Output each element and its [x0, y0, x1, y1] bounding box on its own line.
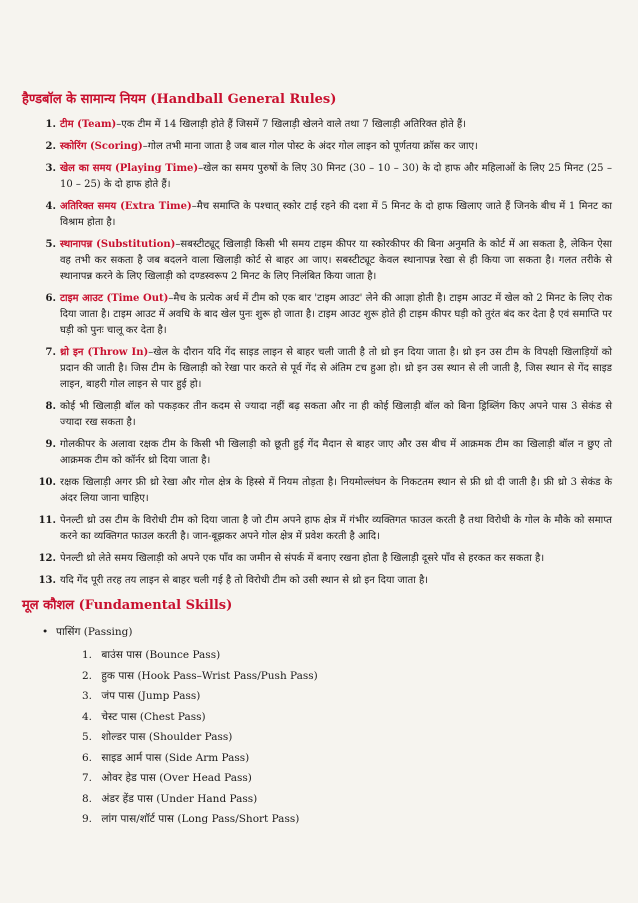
- pass-label: लांग पास/शॉर्ट पास (Long Pass/Short Pass): [101, 813, 300, 825]
- passing-label: पासिंग (Passing): [56, 626, 133, 638]
- rule-number: 1.: [45, 119, 56, 130]
- pass-label: साइड आर्म पास (Side Arm Pass): [101, 751, 250, 764]
- pass-label: जंप पास (Jump Pass): [101, 690, 201, 702]
- rules-heading: हैण्डबॉल के सामान्य नियम (Handball General Rules): [22, 92, 337, 107]
- pass-item: [82, 727, 612, 748]
- rule-item: [36, 573, 612, 589]
- pass-item: [82, 645, 612, 666]
- rule-item: [36, 237, 612, 285]
- rule-text: पेनल्टी थ्रो उस टीम के विरोधी टीम को दिया जाता है जो टीम अपने हाफ क्षेत्र में गंभीर व्यक्तिगत फाउल करती है तथा विरोधी के गोल के मौके को समाप्त करने का व्यक्तिगत फाउल करती है। जान-बूझकर अपने गोल क्षेत्र में प्रवेश करती है आदि।: [60, 515, 612, 542]
- rule-number: 8.: [45, 401, 56, 412]
- rule-term: अतिरिक्त समय (Extra Time): [60, 201, 192, 212]
- pass-label: चेस्ट पास (Chest Pass): [101, 710, 206, 723]
- pass-label: अंडर हेंड पास (Under Hand Pass): [101, 792, 258, 805]
- rule-number: 7.: [45, 347, 56, 358]
- rule-term: खेल का समय (Playing Time): [60, 163, 199, 174]
- pass-item: [82, 768, 612, 789]
- rule-item: [36, 345, 612, 393]
- pass-number: 9.: [82, 813, 93, 825]
- rule-text: –एक टीम में 14 खिलाड़ी होते हैं जिसमें 7 खिलाड़ी खेलने वाले तथा 7 खिलाड़ी अतिरिक्त होते हैं।: [116, 119, 466, 130]
- rule-number: 12.: [38, 553, 56, 564]
- pass-number: 3.: [82, 690, 93, 702]
- rule-term: स्थानापन्न (Substitution): [60, 239, 176, 250]
- pass-item: [82, 707, 612, 728]
- pass-number: 5.: [82, 731, 93, 743]
- pass-number: 6.: [82, 751, 93, 764]
- rule-number: 10.: [38, 477, 56, 488]
- pass-number: 4.: [82, 710, 93, 723]
- rule-item: [36, 437, 612, 469]
- rule-text: –खेल के दौरान यदि गेंद साइड लाइन से बाहर चली जाती है तो थ्रो इन दिया जाता है। थ्रो इन उस टीम के विपक्षी खिलाड़ियों को प्रदान की जाती है। जिस टीम के खिलाड़ी को रेखा पार करते से पूर्व गेंद से अंतिम टच हुआ हो। थ्रो इन उस स्थान से ली जाती है, जिस स्थान से गेंद साइड लाइन, बाहरी गोल लाइन से पार हुई हो।: [60, 347, 612, 390]
- rule-text: –खेल का समय पुरुषों के लिए 30 मिनट (30 – 10 – 30) के दो हाफ और महिलाओं के लिए 25 मिनट (25 – 10 – 25) के दो हाफ होते हैं।: [60, 163, 612, 190]
- pass-label: बाउंस पास (Bounce Pass): [101, 649, 221, 661]
- pass-number: 1.: [82, 649, 93, 661]
- rule-item: [36, 475, 612, 507]
- pass-label: ओवर हेड पास (Over Head Pass): [101, 772, 252, 784]
- rule-item: [36, 117, 612, 133]
- rule-number: 3.: [45, 163, 56, 174]
- pass-label: हुक पास (Hook Pass–Wrist Pass/Push Pass): [101, 669, 318, 682]
- pass-item: [82, 666, 612, 687]
- rule-item: [36, 161, 612, 193]
- rule-number: 4.: [45, 201, 56, 212]
- rule-text: –मैच समाप्ति के पश्चात् स्कोर टाई रहने की दशा में 5 मिनट के दो हाफ खिलाए जाते हैं जिनके बीच में 1 मिनट का विश्राम होता है।: [60, 201, 612, 228]
- rule-item: [36, 399, 612, 431]
- rule-number: 5.: [45, 239, 56, 250]
- rule-item: [36, 291, 612, 339]
- pass-list: [22, 645, 612, 830]
- rule-number: 6.: [45, 293, 56, 304]
- pass-number: 8.: [82, 792, 93, 805]
- rule-item: [36, 139, 612, 155]
- rule-term: टीम (Team): [60, 119, 117, 130]
- pass-item: [82, 789, 612, 810]
- rule-text: –मैच के प्रत्येक अर्ध में टीम को एक बार 'टाइम आउट' लेने की आज्ञा होती है। टाइम आउट में खेल को 2 मिनट के लिए रोक दिया जाता है। टाइम आउट में अवधि के बाद खेल पुनः शुरू हो जाता है। टाइम आउट शुरू होते ही टाइम कीपर घड़ी को तुरंत बंद कर देता है एवं समाप्ति पर घड़ी को पुनः चालू कर देता है।: [60, 293, 612, 336]
- skills-heading: मूल कौशल (Fundamental Skills): [22, 598, 233, 613]
- pass-item: [82, 809, 612, 830]
- pass-item: [82, 748, 612, 769]
- rule-number: 2.: [45, 141, 56, 152]
- rule-number: 13.: [38, 575, 56, 586]
- rule-text: कोई भी खिलाड़ी बॉल को पकड़कर तीन कदम से ज्यादा नहीं बढ़ सकता और ना ही कोई खिलाड़ी बॉल को बिना ड्रिब्लिंग किए अपने पास 3 सेकंड से ज्यादा रख सकता है।: [60, 401, 612, 428]
- rule-text: –गोल तभी माना जाता है जब बाल गोल पोस्ट के अंदर गोल लाइन को पूर्णतया क्रॉस कर जाए।: [142, 141, 478, 152]
- rule-item: [36, 551, 612, 567]
- rule-term: टाइम आउट (Time Out): [60, 293, 169, 304]
- rule-text: रक्षक खिलाड़ी अगर फ्री थ्रो रेखा और गोल क्षेत्र के हिस्से में नियम तोड़ता है। नियमोल्लंघन के निकटतम स्थान से फ्री थ्रो दी जाती है। फ्री थ्रो 3 सेकंड के अंदर लिया जाना चाहिए।: [60, 477, 612, 504]
- rules-list: [22, 117, 612, 589]
- pass-number: 2.: [82, 669, 93, 682]
- pass-item: [82, 686, 612, 707]
- rule-number: 9.: [45, 439, 56, 450]
- rule-text: –सबस्टीट्यूट् खिलाड़ी किसी भी समय टाइम कीपर या स्कोरकीपर की बिना अनुमति के कोर्ट में आ सकता है, लेकिन ऐसा वह तभी कर सकता है जब बदलने वाला खिलाड़ी कोर्ट से बाहर आ जाए। सबस्टीट्यूट केवल स्थानापन्न रेखा से ही किया जा सकता है। गलत तरीके से स्थानापन्न करने के लिए खिलाड़ी को दण्डस्वरूप 2 मिनट के लिए निलंबित किया जाता है।: [60, 239, 613, 282]
- rule-text: यदि गेंद पूरी तरह तय लाइन से बाहर चली गई है तो विरोधी टीम को उसी स्थान से थ्रो इन दिया जाता है।: [60, 575, 429, 586]
- rule-text: गोलकीपर के अलावा रक्षक टीम के किसी भी खिलाड़ी को छूती हुई गेंद मैदान से बाहर जाए और उस बीच में आक्रमक टीम का खिलाड़ी बॉल न छुए तो आक्रमक टीम को कॉर्नर थ्रो दिया जाता है।: [60, 439, 612, 466]
- rule-term: स्कोरिंग (Scoring): [60, 141, 143, 152]
- rule-item: [36, 199, 612, 231]
- pass-label: शोल्डर पास (Shoulder Pass): [101, 731, 233, 743]
- rule-number: 11.: [38, 515, 56, 526]
- passing-bullet: [42, 623, 612, 641]
- rule-item: [36, 513, 612, 545]
- bullet-icon: •: [42, 626, 49, 638]
- rule-term: थ्रो इन (Throw In): [60, 347, 149, 358]
- pass-number: 7.: [82, 772, 93, 784]
- rule-text: पेनल्टी थ्रो लेते समय खिलाड़ी को अपने एक पाँव का जमीन से संपर्क में बनाए रखना होता है खिलाड़ी दूसरे पाँव से हरकत कर सकता है।: [60, 553, 545, 564]
